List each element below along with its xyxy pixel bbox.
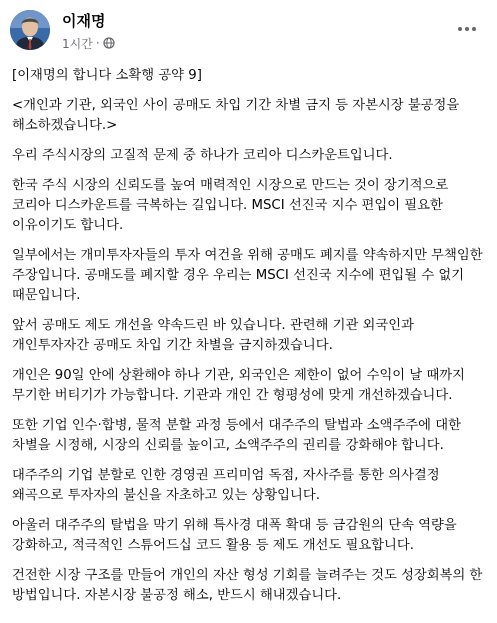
post-text	[12, 66, 486, 616]
post-paragraph: 또한 기업 인수·합병, 물적 분할 과정 등에서 대주주의 탈법과 소액주주에 대한 차별을 시정해, 시장의 신뢰를 높이고, 소액주주의 권리를 강화해야 합니다.	[12, 418, 461, 453]
author-name[interactable]: 이재명	[62, 12, 106, 30]
post-paragraph: 앞서 공매도 제도 개선을 약속드린 바 있습니다. 관련해 기관 외국인과 개인투자자간 공매도 차입 기간 차별을 금지하겠습니다.	[12, 318, 414, 353]
avatar[interactable]	[10, 10, 50, 50]
post-header	[10, 10, 487, 58]
post-paragraph: 일부에서는 개미투자자들의 투자 여건을 위해 공매도 폐지를 약속하지만 무책임한 주장입니다. 공매도를 폐지할 경우 우리는 MSCI 선진국 지수에 편입될 수 없기 때문입니다.	[12, 248, 483, 303]
post-timestamp[interactable]: 1시간	[62, 36, 93, 51]
post-paragraph: 건전한 시장 구조를 만들어 개인의 자산 형성 기회를 늘려주는 것도 성장회복의 한 방법입니다. 자본시장 불공정 해소, 반드시 해내겠습니다.	[12, 568, 483, 603]
post-paragraph: [이재명의 합니다 소확행 공약 9]	[12, 68, 202, 83]
post-paragraph: <개인과 기관, 외국인 사이 공매도 차입 기간 차별 금지 등 자본시장 불공정을 해소하겠습니다.>	[12, 98, 460, 133]
globe-icon[interactable]	[103, 37, 115, 49]
more-horizontal-icon	[457, 17, 477, 36]
meta-separator: ·	[95, 36, 100, 50]
post-meta	[62, 35, 115, 51]
post-paragraph: 한국 주식 시장의 신뢰도를 높여 매력적인 시장으로 만드는 것이 장기적으로 코리아 디스카운트를 극복하는 길입니다. MSCI 선진국 지수 편입이 필요한 이유이기도 합니다.	[12, 178, 449, 233]
post-paragraph: 우리 주식시장의 고질적 문제 중 하나가 코리아 디스카운트입니다.	[12, 148, 393, 163]
post-paragraph: 개인은 90일 안에 상환해야 하나 기관, 외국인은 제한이 없어 수익이 날 때까지 무기한 버티기가 가능합니다. 기관과 개인 간 형평성에 맞게 개선하겠습니다.	[12, 368, 465, 403]
post-paragraph: 대주주의 기업 분할로 인한 경영권 프리미엄 독점, 자사주를 통한 의사결정 왜곡으로 투자자의 불신을 자초하고 있는 상황입니다.	[12, 468, 440, 503]
more-options-button[interactable]	[453, 16, 481, 36]
avatar-image	[10, 10, 50, 50]
post-paragraph: 아울러 대주주의 탈법을 막기 위해 특사경 대폭 확대 등 금감원의 단속 역량을 강화하고, 적극적인 스튜어드십 코드 활용 등 제도 개선도 필요합니다.	[12, 518, 457, 553]
